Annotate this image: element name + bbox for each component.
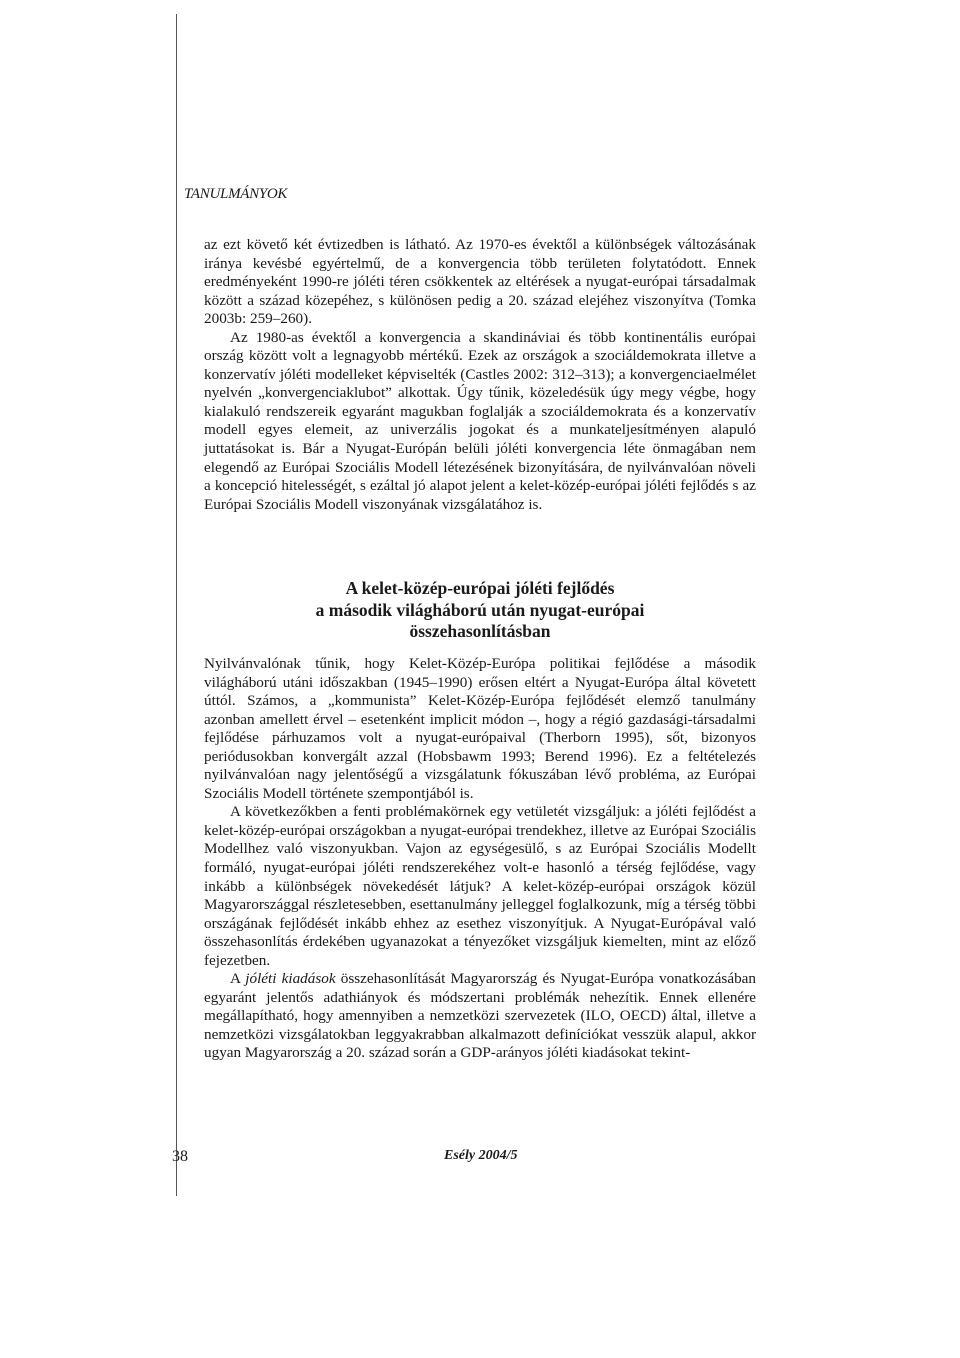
margin-rule bbox=[176, 14, 177, 1196]
running-head: TANULMÁNYOK bbox=[184, 186, 288, 202]
journal-reference: Esély 2004/5 bbox=[444, 1148, 518, 1163]
paragraph: az ezt követő két évtizedben is látható. Az 1970-es évektől a különbségek változásának iránya kevésbé egyértelmű, de a konvergencia több területen folytatódott. Ennek eredményeként 1990-re jóléti téren csökkentek az eltérések a nyugat-európai társadalmak között a század közepéhez, s különösen pedig a 20. század elejéhez viszonyítva (Tomka 2003b: 259–260). bbox=[204, 236, 756, 328]
paragraph-rest: összehasonlítását Magyarország és Nyugat-Európa vonatkozásában egyaránt jelentős adathiányok és módszertani problémák nehezítik. Ennek ellenére megállapítható, hogy amennyiben a nemzetközi szervezetek (ILO, OECD) által, illetve a nemzetközi vizsgálatokban leggyakrabban alkalmazott definíciókat vesszük alapul, akkor ugyan Magyarország a 20. század során a GDP-arányos jóléti kiadásokat tekint- bbox=[204, 970, 757, 1062]
emphasized-term: jóléti kiadások bbox=[245, 970, 336, 988]
paragraph bbox=[204, 970, 756, 1063]
section-heading-line: a második világháború után nyugat-európai bbox=[315, 599, 645, 620]
paragraph: A következőkben a fenti problémakörnek egy vetületét vizsgáljuk: a jóléti fejlődést a kelet-közép-európai országokban a nyugat-európai trendekhez, illetve az Európai Szociális Modellhez való viszonyukban. Vajon az egységesülő, s az Európai Szociális Modellt formáló, nyugat-európai jóléti rendszerekéhez volt-e hasonló a térség fejlődése, vagy inkább a különbségek növekedését látjuk? A kelet-közép-európai országok közül Magyarországgal részletesebben, esettanulmány jelleggel foglalkozunk, míg a térség többi országának fejlődését inkább ehhez az esethez viszonyítjuk. A Nyugat-Európával való összehasonlítás érdekében ugyanazokat a tényezőket vizsgáljuk kiemelten, mint az előző fejezetben. bbox=[204, 803, 756, 969]
section-heading bbox=[204, 578, 756, 643]
section-heading-line: A kelet-közép-európai jóléti fejlődés bbox=[345, 578, 615, 598]
body-text-lower bbox=[204, 655, 756, 1063]
body-text-upper bbox=[204, 236, 756, 514]
page-number: 38 bbox=[172, 1148, 188, 1165]
paragraph: Az 1980-as évektől a konvergencia a skandináviai és több kontinentális európai ország között volt a legnagyobb mértékű. Ezek az országok a szociáldemokrata illetve a konzervatív jóléti modelleket képviselték (Castles 2002: 312–313); a konvergenciaelmélet nyelvén „konvergenciaklubot” alkottak. Úgy tűnik, közeledésük úgy megy végbe, hogy kialakuló rendszereik egyaránt magukban foglalják a szociáldemokrata és a konzervatív modell egyes elemeit, az univerzális jogokat és a munkateljesítményen alapuló juttatásokat is. Bár a Nyugat-Európán belüli jóléti konvergencia léte önmagában nem elegendő az Európai Szociális Modell létezésének bizonyítására, de nyilvánvalóan növeli a koncepció hitelességét, s ezáltal jó alapot jelent a kelet-közép-európai jóléti fejlődés s az Európai Szociális Modell viszonyának vizsgálatához is. bbox=[204, 328, 756, 513]
paragraph-lead: A bbox=[230, 970, 246, 988]
section-heading-line: összehasonlításban bbox=[409, 621, 551, 641]
paragraph: Nyilvánvalónak tűnik, hogy Kelet-Közép-Európa politikai fejlődése a második világháború utáni időszakban (1945–1990) erősen eltért a Nyugat-Európa által követett úttól. Számos, a „kommunista” Kelet-Közép-Európa fejlődését elemző tanulmány azonban amellett érvel – esetenként implicit módon –, hogy a régió gazdasági-társadalmi fejlődése párhuzamos volt a nyugat-európaival (Therborn 1995), sőt, bizonyos periódusokban konvergált azzal (Hobsbawm 1993; Berend 1996). Ez a feltételezés nyilvánvalóan nagy jelentőségű a vizsgálatunk fókuszában lévő probléma, az Európai Szociális Modell története szempontjából is. bbox=[204, 655, 756, 802]
